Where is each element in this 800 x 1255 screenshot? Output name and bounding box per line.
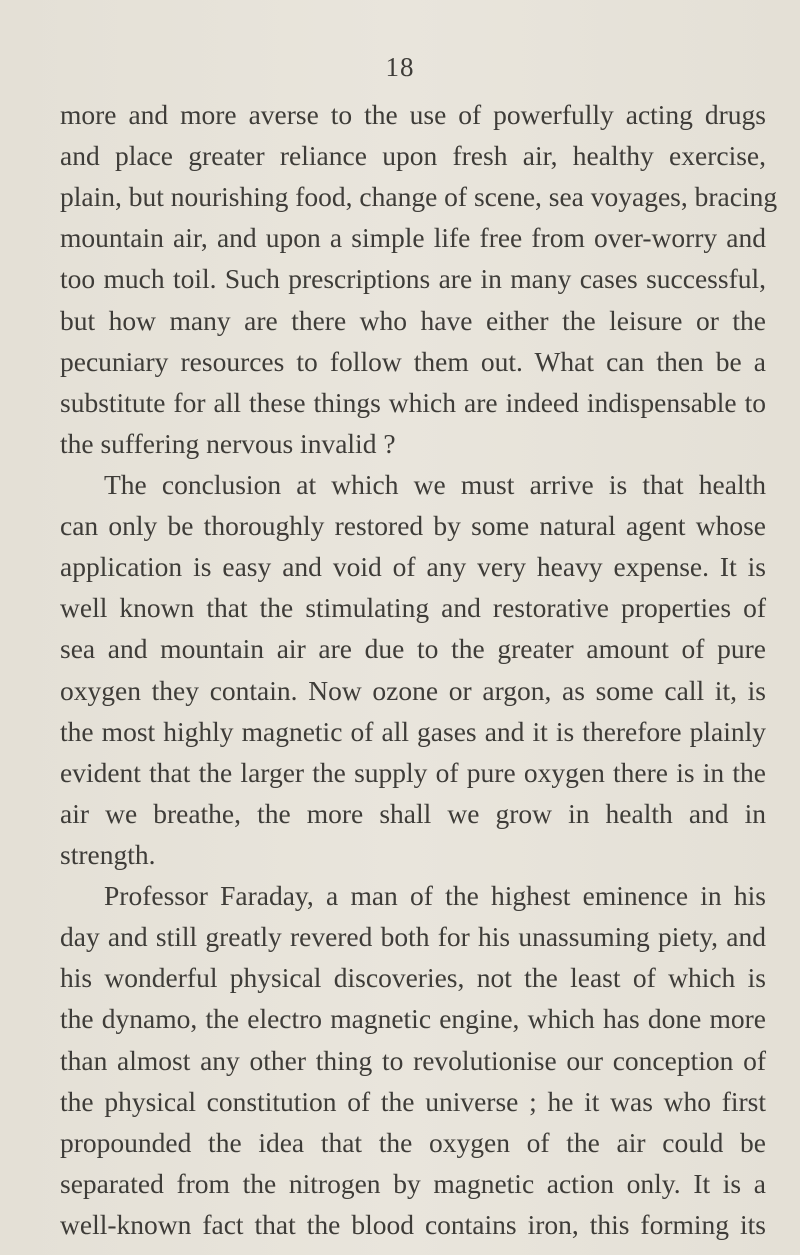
book-page: 18 more and more averse to the use of powerfully acting drugs and place greater reliance upon fresh air, healthy exercise, plain, but nourishing food, change of scene, sea voyages, bracing mountain air, and upon a simple life free from over-worry and too much toil. Such prescriptions are in many cases successful, but how many are there who have either the leisure or the pecuniary resources to follow them out. What can then be a substitute for all these things which are indeed indispensable to the suffering nervous invalid ? The conclusion at which we must arrive is that health can only be thoroughly restored by some natural agent whose application is easy and void of any very heavy expense. It is well known that the stimulating and restorative properties of sea and mountain air are due to the greater amount of pure oxygen they contain. Now ozone or argon, as some call it, is the most highly magnetic of all gases and it is therefore plainly evident that the larger the supply of pure oxygen there is in the air we breathe, the more shall we grow in health and in strength. Professor Faraday, a man of the highest eminence in his day and still greatly revered both for his unassuming piety, and his wonderful physical discoveries, not the least of which is the dynamo, the electro magnetic engine, which has done more than almost any other thing to revolutionise our conception of the physical constitution of the universe ; he it was who first propounded the idea that the oxygen of the air could be separated from the nitrogen by magnetic action only. It is a well-known fact that the blood contains iron, this forming its (0, 0, 800, 1255)
page-number: 18 (385, 52, 415, 82)
